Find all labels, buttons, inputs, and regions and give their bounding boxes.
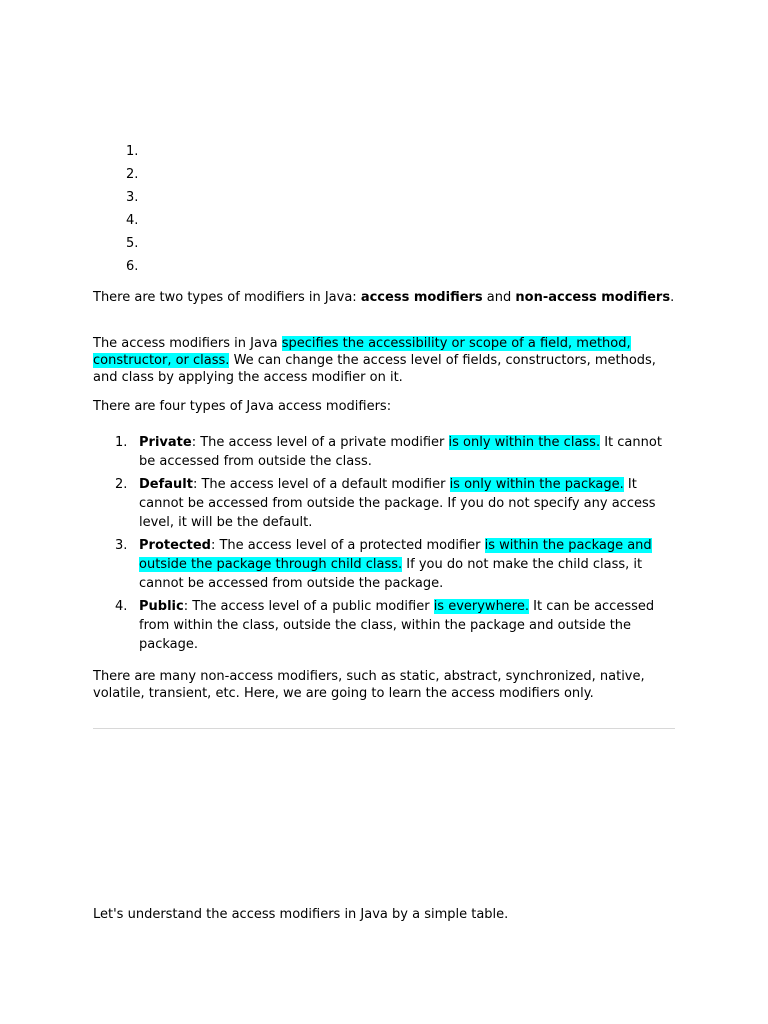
table-intro-paragraph: Let's understand the access modifiers in Java by a simple table. xyxy=(93,907,509,922)
list-item-private: 1. Private: The access level of a private modifier is only within the class. It cannot be accessed from outside the class. xyxy=(115,435,662,469)
intro-paragraph: There are two types of modifiers in Java: access modifiers and non-access modifiers. xyxy=(93,290,675,305)
non-access-paragraph: There are many non-access modifiers, such as static, abstract, synchronized, native, volatile, transient, etc. Here, we are going to learn the access modifiers only. xyxy=(93,669,645,701)
highlight: is within the package and outside the package through child class. xyxy=(139,538,652,572)
four-types-paragraph: There are four types of Java access modifiers: xyxy=(93,399,392,414)
modifier-name: Protected xyxy=(139,538,211,553)
highlight: is only within the class. xyxy=(448,435,601,450)
access-types-list xyxy=(93,433,668,658)
empty-numbered-list: 1. 2. 3. 4. 5. 6. xyxy=(126,144,139,274)
highlight: is everywhere. xyxy=(433,599,529,614)
modifier-name: Default xyxy=(139,477,193,492)
access-modifiers-paragraph: The access modifiers in Java specifies the accessibility or scope of a field, method, constructor, or class. We can change the access level of fields, constructors, methods, and class by applying the access modifier on it. xyxy=(93,336,656,385)
list-item-public: 4. Public: The access level of a public modifier is everywhere. It can be accessed from within the class, outside the class, within the package and outside the package. xyxy=(115,599,655,652)
list-item-protected: 3. Protected: The access level of a protected modifier is within the package and outside the package through child class. If you do not make the child class, it cannot be accessed from outside the package. xyxy=(115,538,652,591)
modifier-name: Private xyxy=(139,435,192,450)
highlight: specifies the accessibility or scope of a field, method, constructor, or class. xyxy=(93,336,631,368)
horizontal-divider xyxy=(93,728,675,729)
highlight: is only within the package. xyxy=(449,477,624,492)
modifier-name: Public xyxy=(139,599,184,614)
list-item-default: 2. Default: The access level of a default modifier is only within the package. It cannot be accessed from outside the package. If you do not specify any access level, it will be the default. xyxy=(115,477,656,530)
